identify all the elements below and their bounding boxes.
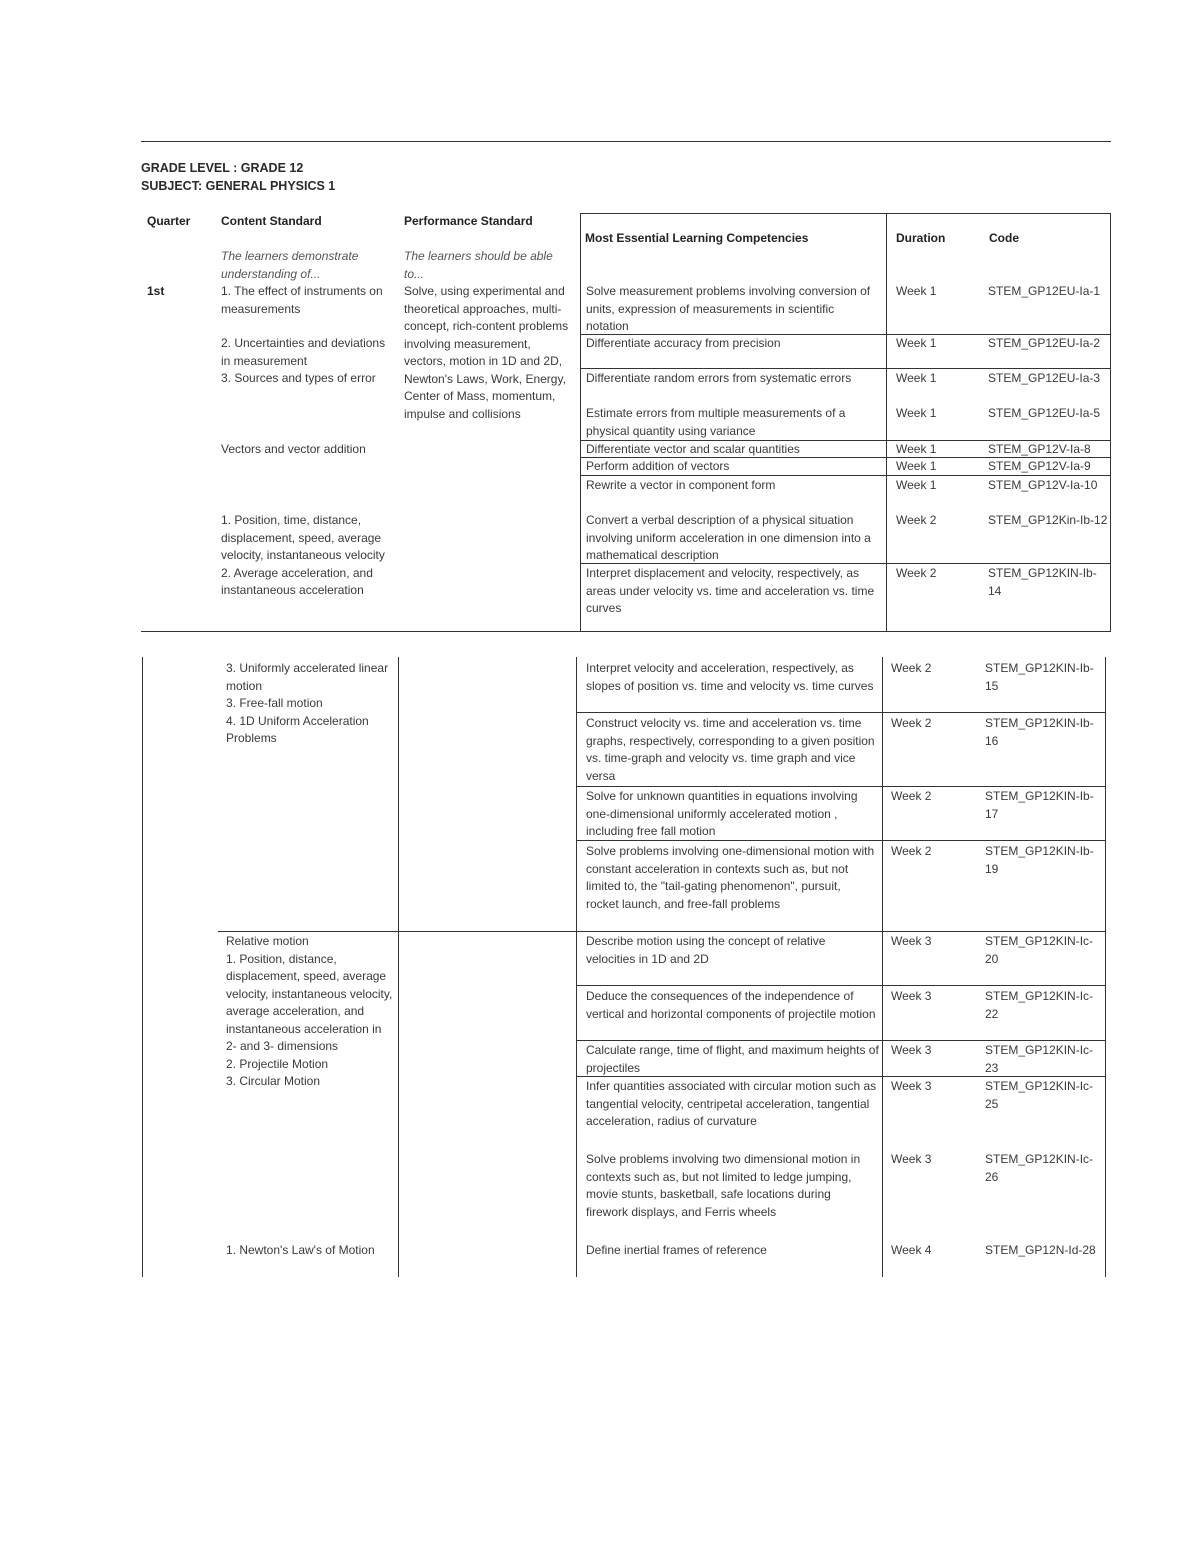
melc-cell: Perform addition of vectors — [586, 459, 730, 473]
code-cell: STEM_GP12KIN-Ic-26 — [985, 1152, 1094, 1184]
col-header-duration: Duration — [896, 231, 946, 245]
melc-cell: Infer quantities associated with circular motion such as tangential velocity, centripetal acceleration, tangential acceleration, radius of curvature — [586, 1079, 877, 1128]
performance-intro: The learners should be able to... — [404, 249, 553, 281]
code-cell: STEM_GP12KIN-Ib-15 — [985, 661, 1094, 693]
melc-cell: Rewrite a vector in component form — [586, 478, 776, 492]
code-cell: STEM_GP12V-Ia-9 — [988, 459, 1091, 473]
code-cell: STEM_GP12EU-Ia-3 — [988, 371, 1101, 385]
melc-cell: Solve measurement problems involving conversion of units, expression of measurements in scientific notation — [586, 284, 871, 333]
performance-standard: Solve, using experimental and theoretical approaches, multi-concept, rich-content problems involving measurement, vectors, motion in 1D and 2D, Newton's Laws, Work, Energy, Center of Mass, momentum, impulse and collisions — [404, 284, 569, 421]
table2-duration-left-border — [882, 657, 883, 1277]
table1-duration-left-border — [886, 213, 887, 631]
melc-cell: Differentiate vector and scalar quantities — [586, 442, 800, 456]
content-standard: 1. Newton's Law's of Motion — [226, 1243, 375, 1257]
melc-cell: Solve problems involving one-dimensional motion with constant acceleration in contexts such as, but not limited to, the "tail-gating phenomenon", pursuit, rocket launch, and free-fall problems — [586, 844, 875, 911]
code-cell: STEM_GP12EU-Ia-2 — [988, 336, 1101, 350]
melc-cell: Calculate range, time of flight, and maximum heights of projectiles — [586, 1043, 879, 1075]
melc-cell: Describe motion using the concept of relative velocities in 1D and 2D — [586, 934, 826, 966]
code-cell: STEM_GP12KIN-Ib-17 — [985, 789, 1094, 821]
quarter-value: 1st — [147, 284, 165, 298]
melc-cell: Differentiate accuracy from precision — [586, 336, 781, 350]
code-cell: STEM_GP12V-Ia-8 — [988, 442, 1091, 456]
duration-cell: Week 1 — [896, 442, 937, 456]
code-cell: STEM_GP12KIN-Ic-22 — [985, 989, 1094, 1021]
melc-cell: Interpret displacement and velocity, respectively, as areas under velocity vs. time and acceleration vs. time curves — [586, 566, 875, 615]
code-cell: STEM_GP12V-Ia-10 — [988, 478, 1098, 492]
content-standard: Vectors and vector addition — [221, 442, 366, 456]
melc-cell: Solve for unknown quantities in equations involving one-dimensional uniformly accelerated motion , including free fall motion — [586, 789, 858, 838]
table1-melc-left-border — [580, 213, 581, 631]
melc-cell: Solve problems involving two dimensional motion in contexts such as, but not limited to ledge jumping, movie stunts, basketball, safe locations during firework displays, and Ferris wheels — [586, 1152, 861, 1219]
duration-cell: Week 2 — [891, 844, 932, 858]
code-cell: STEM_GP12N-Id-28 — [985, 1243, 1096, 1257]
duration-cell: Week 2 — [891, 661, 932, 675]
melc-cell: Construct velocity vs. time and acceleration vs. time graphs, respectively, corresponding to a given position vs. time-graph and velocity vs. time graph and vice versa — [586, 716, 875, 783]
code-cell: STEM_GP12Kin-Ib-12 — [988, 513, 1108, 527]
melc-cell: Deduce the consequences of the independence of vertical and horizontal components of projectile motion — [586, 989, 876, 1021]
row-divider — [576, 712, 1106, 713]
code-cell: STEM_GP12EU-Ia-1 — [988, 284, 1101, 298]
row-divider — [580, 368, 1111, 369]
melc-cell: Differentiate random errors from systematic errors — [586, 371, 852, 385]
table2-performance-left-border — [398, 657, 399, 1277]
grade-level: GRADE LEVEL : GRADE 12 — [141, 161, 304, 175]
content-standard: 3. Uniformly accelerated linear motion 3. Free-fall motion 4. 1D Uniform Acceleration Problems — [226, 661, 389, 745]
content-standard: 2. Uncertainties and deviations in measurement — [221, 336, 386, 368]
duration-cell: Week 3 — [891, 1079, 932, 1093]
col-header-quarter: Quarter — [147, 214, 191, 228]
duration-cell: Week 1 — [896, 406, 937, 420]
code-cell: STEM_GP12KIN-Ic-25 — [985, 1079, 1094, 1111]
content-intro: The learners demonstrate understanding of... — [221, 249, 359, 281]
table1-top-rule — [580, 213, 1111, 214]
code-cell: STEM_GP12KIN-Ib-19 — [985, 844, 1094, 876]
duration-cell: Week 2 — [891, 789, 932, 803]
content-standard: 1. The effect of instruments on measurements — [221, 284, 383, 316]
col-header-performance-standard: Performance Standard — [404, 214, 533, 228]
code-cell: STEM_GP12KIN-Ic-20 — [985, 934, 1094, 966]
table1-right-border — [1110, 213, 1111, 631]
table2-left-border — [142, 657, 143, 1277]
col-header-code: Code — [989, 231, 1019, 245]
duration-cell: Week 1 — [896, 336, 937, 350]
table2-right-border — [1105, 657, 1106, 1277]
content-standard: Relative motion 1. Position, distance, displacement, speed, average velocity, instantaneous velocity, average acceleration, and instantaneous acceleration in 2- and 3- dimensions 2. Projectile Motion 3. Circular Motion — [226, 934, 393, 1088]
duration-cell: Week 2 — [896, 566, 937, 580]
duration-cell: Week 2 — [891, 716, 932, 730]
subject: SUBJECT: GENERAL PHYSICS 1 — [141, 179, 336, 193]
melc-cell: Convert a verbal description of a physical situation involving uniform acceleration in one dimension into a mathematical description — [586, 513, 871, 562]
melc-cell: Define inertial frames of reference — [586, 1243, 767, 1257]
table2-melc-left-border — [576, 657, 577, 1277]
duration-cell: Week 2 — [896, 513, 937, 527]
col-header-content-standard: Content Standard — [221, 214, 322, 228]
row-divider — [576, 985, 1106, 986]
row-divider — [576, 1040, 1106, 1041]
table1-bottom-rule — [141, 631, 1111, 632]
melc-cell: Estimate errors from multiple measurements of a physical quantity using variance — [586, 406, 846, 438]
content-standard: 1. Position, time, distance, displacement, speed, average velocity, instantaneous velocity 2. Average acceleration, and instantaneous acceleration — [221, 513, 385, 597]
top-rule — [141, 141, 1111, 142]
code-cell: STEM_GP12EU-Ia-5 — [988, 406, 1101, 420]
duration-cell: Week 1 — [896, 478, 937, 492]
code-cell: STEM_GP12KIN-Ib-14 — [988, 566, 1097, 598]
duration-cell: Week 3 — [891, 934, 932, 948]
row-divider — [576, 786, 1106, 787]
code-cell: STEM_GP12KIN-Ib-16 — [985, 716, 1094, 748]
duration-cell: Week 1 — [896, 284, 937, 298]
col-header-melc: Most Essential Learning Competencies — [585, 231, 809, 245]
duration-cell: Week 1 — [896, 459, 937, 473]
duration-cell: Week 4 — [891, 1243, 932, 1257]
duration-cell: Week 1 — [896, 371, 937, 385]
duration-cell: Week 3 — [891, 989, 932, 1003]
content-standard: 3. Sources and types of error — [221, 371, 376, 385]
melc-cell: Interpret velocity and acceleration, respectively, as slopes of position vs. time and velocity vs. time curves — [586, 661, 874, 693]
row-divider — [218, 931, 1106, 932]
duration-cell: Week 3 — [891, 1043, 932, 1057]
code-cell: STEM_GP12KIN-Ic-23 — [985, 1043, 1094, 1075]
duration-cell: Week 3 — [891, 1152, 932, 1166]
